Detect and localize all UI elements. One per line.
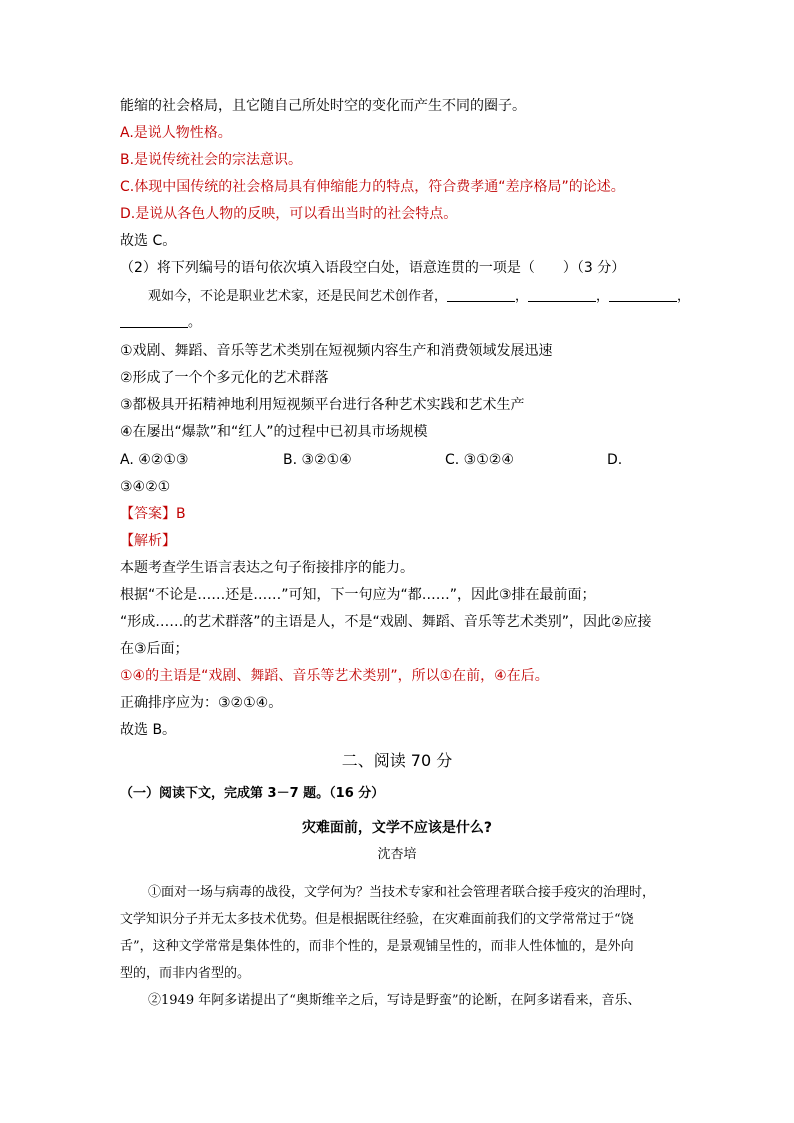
q1-analysis-a: A.是说人物性格。 xyxy=(120,125,232,141)
article-author: 沈杏培 xyxy=(377,847,417,862)
blank-1 xyxy=(447,287,515,302)
q2-sentence-4: ④在屡出“爆款”和“红人”的过程中已初具市场规模 xyxy=(120,424,428,440)
q2-stem: （2）将下列编号的语句依次填入语段空白处，语意连贯的一项是（ ）（3 分） xyxy=(120,260,626,276)
q2-option-d-wrap: ③④②① xyxy=(120,479,171,495)
q2-sentence-3: ③都极具开拓精神地利用短视频平台进行各种艺术实践和艺术生产 xyxy=(120,397,525,413)
q2-analysis-line-6: 正确排序应为：③②①④。 xyxy=(120,695,283,711)
article-title: 灾难面前，文学不应该是什么? xyxy=(301,820,493,836)
article-paragraph-1-line-1: ①面对一场与病毒的战役，文学何为？当技术专家和社会管理者联合接手疫灾的治理时， xyxy=(148,885,656,900)
article-paragraph-2-line-1: ②1949 年阿多诺提出了“奥斯维辛之后，写诗是野蛮”的论断，在阿多诺看来，音乐、 xyxy=(148,993,641,1008)
q1-analysis-d: D.是说从各色人物的反映，可以看出当时的社会特点。 xyxy=(120,206,458,222)
q2-analysis-line-4: 在③后面； xyxy=(120,641,189,657)
q2-passage-wrap: 。 xyxy=(120,313,201,333)
q2-option-b: B. ③②①④ xyxy=(283,452,352,468)
blank-4 xyxy=(120,313,188,328)
q2-passage: 观如今，不论是职业艺术家，还是民间艺术创作者， ， ， ， xyxy=(148,289,691,304)
blank-3 xyxy=(609,287,677,302)
q2-analysis-line-1: 本题考查学生语言表达之句子衔接排序的能力。 xyxy=(120,560,414,576)
q2-analysis-line-2: 根据“不论是……还是……”可知，下一句应为“都……”，因此③排在最前面； xyxy=(120,587,596,603)
q2-analysis-line-5: ①④的主语是“戏剧、舞蹈、音乐等艺术类别”，所以①在前，④在后。 xyxy=(120,668,549,684)
q2-analysis-title: 【解析】 xyxy=(120,533,176,549)
q2-analysis-line-3: “形成……的艺术群落”的主语是人，不是“戏剧、舞蹈、音乐等艺术类别”，因此②应接 xyxy=(120,614,652,630)
article-paragraph-1-line-4: 型的，而非内省型的。 xyxy=(120,966,251,981)
q1-analysis-c: C.体现中国传统的社会格局具有伸缩能力的特点，符合费孝通“差序格局”的论述。 xyxy=(120,179,625,195)
blank-2 xyxy=(528,287,596,302)
q2-option-d: D. xyxy=(607,452,623,468)
q2-sentence-1: ①戏剧、舞蹈、音乐等艺术类别在短视频内容生产和消费领域发展迅速 xyxy=(120,343,553,359)
q2-option-a: A. ④②①③ xyxy=(120,452,189,468)
q2-passage-text: 观如今，不论是职业艺术家，还是民间艺术创作者， xyxy=(148,289,448,304)
q1-continuation: 能缩的社会格局，且它随自己所处时空的变化而产生不同的圈子。 xyxy=(120,98,526,114)
reading-instruction: （一）阅读下文，完成第 3－7 题。（16 分） xyxy=(120,786,385,801)
q2-sentence-2: ②形成了一个个多元化的艺术群落 xyxy=(120,370,329,386)
article-paragraph-1-line-2: 文学知识分子并无太多技术优势。但是根据既往经验，在灾难面前我们的文学常常过于“饶 xyxy=(120,912,634,927)
q2-answer: 【答案】B xyxy=(120,506,186,522)
section-title: 二、阅读 70 分 xyxy=(341,751,453,770)
q1-choice: 故选 C。 xyxy=(120,233,177,249)
q1-analysis-b: B.是说传统社会的宗法意识。 xyxy=(120,152,303,168)
q2-option-c: C. ③①②④ xyxy=(445,452,514,468)
article-paragraph-1-line-3: 舌”，这种文学常常是集体性的，而非个性的，是景观铺呈性的，而非人性体恤的，是外向 xyxy=(120,939,634,954)
q2-choice: 故选 B。 xyxy=(120,722,177,738)
